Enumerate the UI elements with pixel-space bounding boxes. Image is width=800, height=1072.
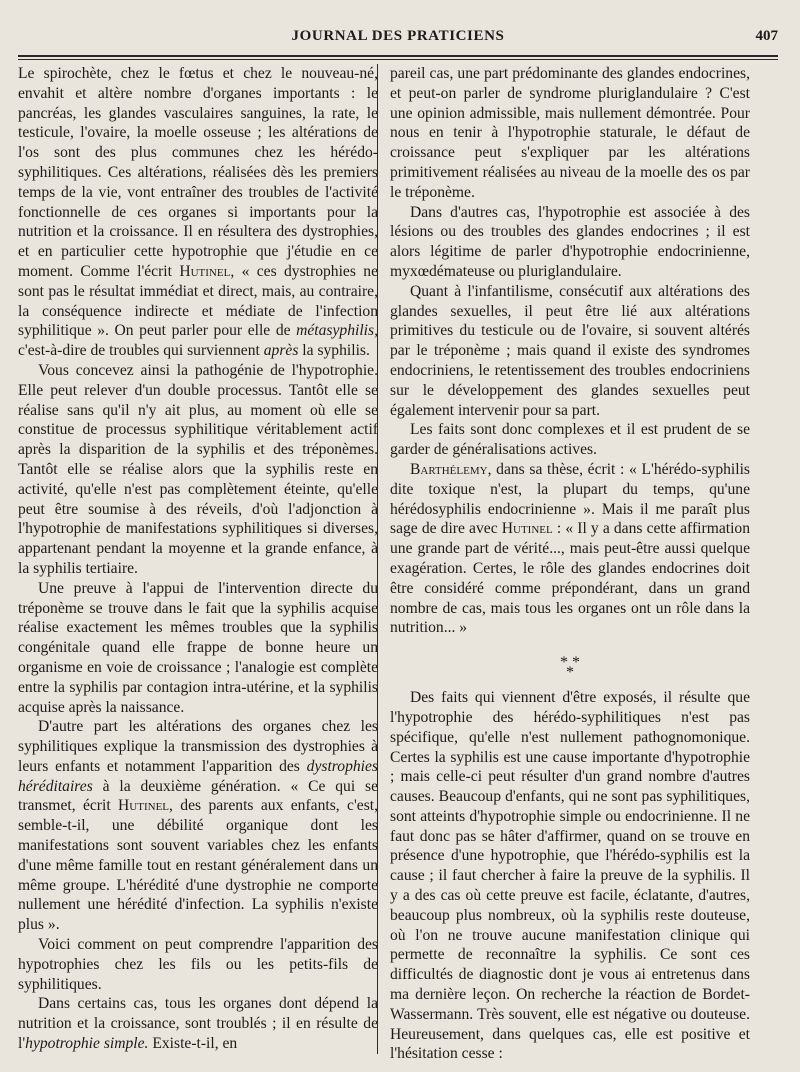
paragraph: Voici comment on peut comprendre l'apparition des hypotrophies chez les fils ou les petits-fils de syphilitiques. bbox=[18, 936, 378, 993]
paragraph: Dans d'autres cas, l'hypotrophie est associée à des lésions ou des troubles des glandes endocrines ; il est alors légitime de parler d'hypotrophie endocrinienne, myxœdémateuse ou pluriglandulaire. bbox=[390, 203, 750, 280]
left-column bbox=[18, 64, 378, 1054]
paragraph: pareil cas, une part prédominante des glandes endocrines, et peut-on parler de syndrome pluriglandulaire ? C'est une opinion admissible, mais nullement démontrée. Pour nous en tenir à l'hypotrophie staturale, le défaut de croissance peut s'expliquer par les altérations primitivement réalisées au niveau de la moelle des os par le tréponème. bbox=[390, 65, 750, 201]
column-divider bbox=[377, 64, 378, 1054]
paragraph: Barthélemy, dans sa thèse, écrit : « L'hérédo-syphilis dite toxique n'est, la plupart du temps, qu'une hérédosyphilis endocrinienne ». Mais il me paraît plus sage de dire avec Hutinel : « Il y a dans cette affirmation une grande part de vérité..., mais peut-être aussi quelque exagération. Certes, le rôle des glandes endocrines doit être considéré comme prépondérant, dans un grand nombre de cas, mais tous les organes ont un rôle dans la nutrition... » bbox=[390, 460, 750, 637]
paragraph: Une preuve à l'appui de l'intervention directe du tréponème se trouve dans le fait que la syphilis acquise réalise exactement les mêmes troubles que la syphilis congénitale quand elle frappe de bonne heure un organisme en voie de croissance ; l'analogie est complète entre la syphilis par contagion intra-utérine, et la syphilis acquise après la naissance. bbox=[18, 579, 378, 716]
paragraph: Vous concevez ainsi la pathogénie de l'hypotrophie. Elle peut relever d'un double processus. Tantôt elle se réalise sans qu'il n'y ait plus, au moment où elle se constitue de processus syphilitique véritablement actif après la disparition de la syphilis et des tréponèmes. Tantôt elle se réalise alors que la syphilis reste en activité, qu'elle n'est pas complètement éteinte, qu'elle peut être soumise à des réveils, d'où l'adjonction à l'hypotrophie de manifestations syphilitiques si diverses, appartenant pendant la moyenne et la grande enfance, à la syphilis tertiaire. bbox=[18, 361, 378, 577]
section-break-asterisks: * * * bbox=[560, 654, 580, 682]
header-rule bbox=[18, 55, 778, 57]
paragraph: D'autre part les altérations des organes chez les syphilitiques explique la transmission des dystrophies à leurs enfants et notamment l'apparition des dystrophies héréditaires à la deuxième génération. « Ce qui se transmet, écrit Hutinel, des parents aux enfants, c'est, semble-t-il, une débilité organique dont les manifestations sont souvent variables chez les enfants d'une même famille tout en restant généralement dans un même groupe. L'hérédité d'une dystrophie ne comporte nullement une hérédité d'infection. La syphilis n'existe plus ». bbox=[18, 718, 378, 934]
paragraph: Dans certains cas, tous les organes dont dépend la nutrition et la croissance, sont troublés ; il en résulte de l'hypotrophie simple. Existe-t-il, en bbox=[18, 995, 378, 1053]
running-header bbox=[18, 28, 778, 52]
page-number: 407 bbox=[755, 28, 778, 44]
journal-title: JOURNAL DES PRATICIENS bbox=[291, 28, 505, 44]
paragraph: Des faits qui viennent d'être exposés, il résulte que l'hypotrophie des hérédo-syphilitiques n'est pas spécifique, qu'elle n'est nullement pathognomonique. Certes la syphilis est une cause importante d'hypotrophie ; mais celle-ci peut résulter d'un grand nombre d'autres causes. Beaucoup d'enfants, qui ne sont pas syphilitiques, sont atteints d'hypotrophie simple ou endocrinienne. Il ne faut donc pas se hâter d'affirmer, quand on se trouve en présence d'une hypotrophie, que l'hérédo-syphilis est la cause ; il faut chercher à faire la preuve de la syphilis. Il y a des cas où cette preuve est facile, éclatante, d'autres, beaucoup plus nombreux, où la syphilis reste douteuse, où l'on ne trouve aucune manifestation clinique qui permette de reconnaître la syphilis. Ce sont ces difficultés de diagnostic dont je vous ai entretenus dans ma dernière leçon. On recherche la réaction de Bordet-Wassermann. Très souvent, elle est négative ou douteuse. Heureusement, dans quelques cas, elle est positive et l'hésitation cesse : bbox=[390, 689, 750, 1063]
header-rule-thin bbox=[18, 59, 778, 60]
paragraph: Quant à l'infantilisme, consécutif aux altérations des glandes sexuelles, il peut être lié aux altérations primitives du testicule ou de l'ovaire, si souvent altérés par le tréponème ; mais quand il existe des syndromes endocriniens, le retentissement des troubles endocriniens sur le développement des glandes sexuelles peut également intervenir pour sa part. bbox=[390, 282, 750, 419]
paragraph: Le spirochète, chez le fœtus et chez le nouveau-né, envahit et altère nombre d'organes importants : le pancréas, les glandes vasculaires sanguines, la rate, le testicule, l'ovaire, la moelle osseuse ; les altérations de l'os sont des plus communes chez les hérédo-syphilitiques. Ces altérations, réalisées dès les premiers temps de la vie, vont entraîner des troubles de l'activité fonctionnelle de ces organes si importants pour la nutrition et la croissance. Il en résultera des dystrophies, et en particulier cette hypotrophie que j'étudie en ce moment. Comme l'écrit Hutinel, « ces dystrophies ne sont pas le résultat immédiat et direct, mais, au contraire, la conséquence indirecte et médiate de l'infection syphilitique ». On peut parler pour elle de métasyphilis, c'est-à-dire de troubles qui surviennent après la syphilis. bbox=[18, 65, 378, 360]
right-column bbox=[390, 64, 750, 1064]
paragraph: Les faits sont donc complexes et il est prudent de se garder de généralisations actives. bbox=[390, 421, 750, 459]
